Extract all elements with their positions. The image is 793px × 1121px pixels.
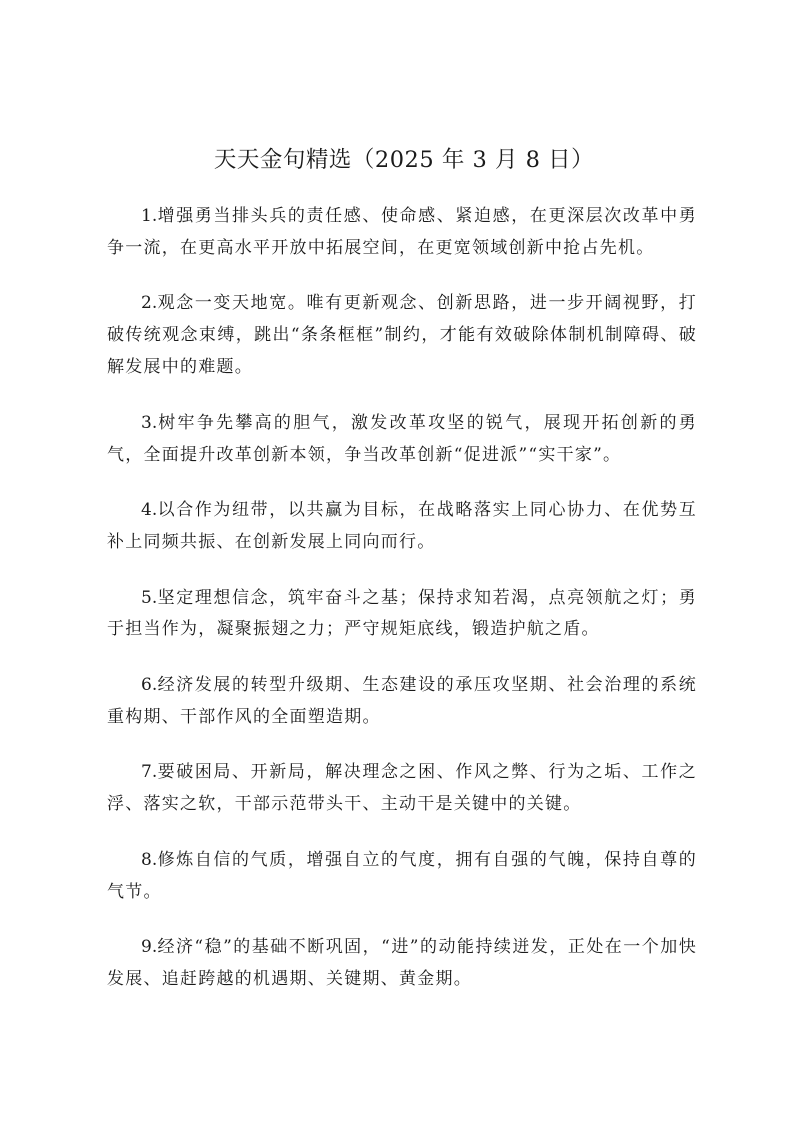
quote-item-4 — [107, 495, 697, 559]
quote-text: 经济发展的转型升级期、生态建设的承压攻坚期、社会治理的系统重构期、干部作风的全面塑造期。 — [107, 674, 697, 727]
quote-text: 坚定理想信念，筑牢奋斗之基；保持求知若渴，点亮领航之灯；勇于担当作为，凝聚振翅之力；严守规矩底线，锻造护航之盾。 — [107, 587, 697, 640]
quote-text: 树牢争先攀高的胆气，激发改革攻坚的锐气，展现开拓创新的勇气，全面提升改革创新本领，争当改革创新“促进派”“实干家”。 — [107, 412, 697, 465]
quote-text: 增强勇当排头兵的责任感、使命感、紧迫感，在更深层次改革中勇争一流，在更高水平开放中拓展空间，在更宽领域创新中抢占先机。 — [107, 206, 697, 258]
quote-item-9 — [107, 932, 697, 996]
quote-text: 修炼自信的气质，增强自立的气度，拥有自强的气魄，保持自尊的气节。 — [107, 849, 697, 902]
quote-number: 1. — [141, 206, 158, 226]
quote-item-1 — [107, 201, 697, 265]
quote-text: 以合作为纽带，以共赢为目标，在战略落实上同心协力、在优势互补上同频共振、在创新发展上同向而行。 — [107, 500, 697, 553]
quote-text: 经济“稳”的基础不断巩固，“进”的动能持续迸发，正处在一个加快发展、追赶跨越的机遇期、关键期、黄金期。 — [107, 937, 697, 990]
quote-item-3 — [107, 408, 697, 472]
quote-number: 5. — [141, 587, 158, 608]
quote-number: 6. — [141, 674, 158, 695]
quote-list — [107, 201, 697, 996]
quote-item-7 — [107, 757, 697, 821]
page-title: 天天金句精选（2025 年 3 月 8 日） — [213, 147, 595, 173]
quote-text: 观念一变天地宽。唯有更新观念、创新思路，进一步开阔视野，打破传统观念束缚，跳出“条条框框”制约，才能有效破除体制机制障碍、破解发展中的难题。 — [107, 293, 697, 378]
quote-number: 8. — [141, 849, 158, 870]
quote-item-5 — [107, 583, 697, 647]
quote-text: 要破困局、开新局，解决理念之困、作风之弊、行为之垢、工作之浮、落实之软，干部示范带头干、主动干是关键中的关键。 — [107, 762, 697, 815]
quote-item-6 — [107, 670, 697, 734]
quote-number: 2. — [141, 293, 158, 314]
quote-number: 7. — [141, 762, 158, 783]
quote-item-2 — [107, 288, 697, 384]
quote-item-8 — [107, 845, 697, 909]
quote-number: 4. — [141, 500, 158, 521]
quote-number: 9. — [141, 937, 158, 958]
quote-number: 3. — [141, 412, 158, 433]
